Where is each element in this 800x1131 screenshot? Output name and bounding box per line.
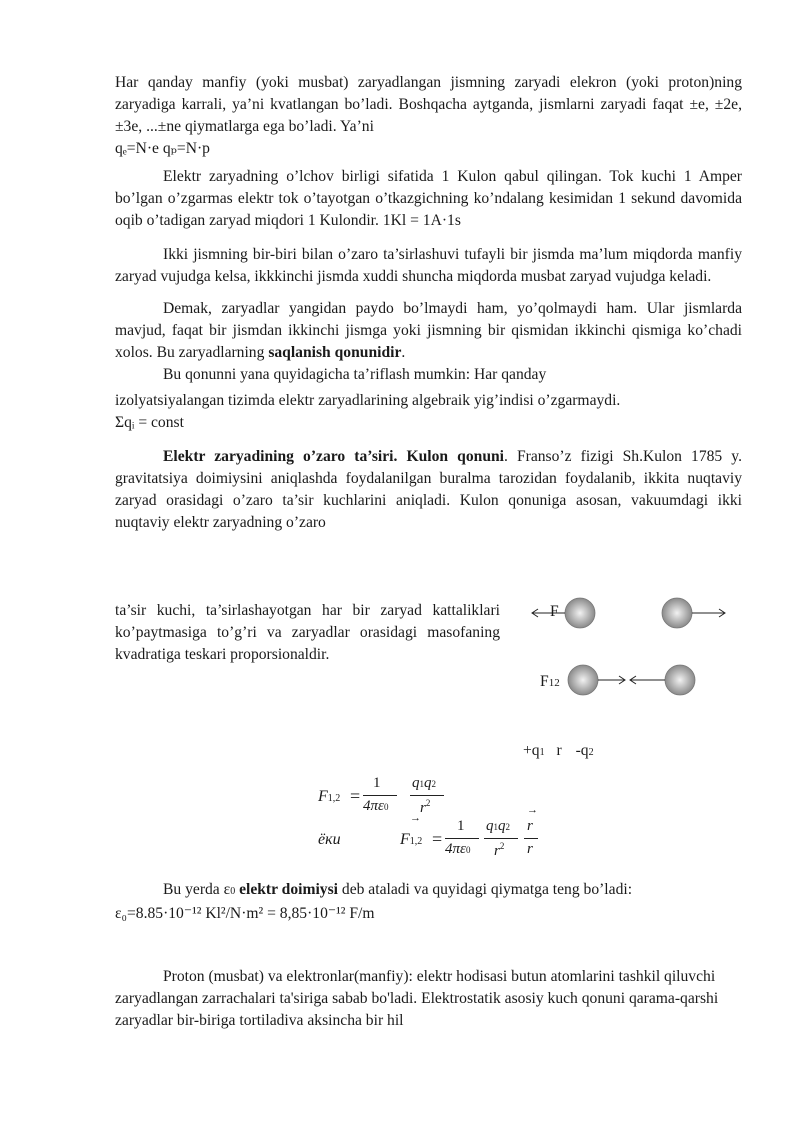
repulsion-row — [532, 598, 725, 628]
final-section — [115, 966, 742, 1032]
document-body — [115, 72, 742, 534]
paragraph-conservation: Demak, zaryadlar yangidan paydo bo’lmaydi ham, yo’qolmaydi ham. Ular jismlarda mavjud, faqat bir jismdan ikkinchi jismga yoki jismning bir qismidan ikkinchi qismiga ko’chadi xolos. Bu zaryadlarning saqlanish qonunidir. — [115, 300, 742, 361]
charge-ball-left-bottom — [568, 665, 598, 695]
paragraph-coulomb-law: Elektr zaryadining o’zaro ta’siri. Kulon qonuni. Franso’z fizigi Sh.Kulon 1785 y. gravitatsiya doimiysini aniqlashda foydalanilgan buralma tarozidan foydalanib, ikkita nuqtaviy zaryad orasidagi o’zaro ta’sir kuchlarini aniqladi. Kulon qonuniga asosan, vakuumdagi ikki nuqtaviy elektr zaryadning o’zaro — [115, 448, 742, 531]
electric-constant-term: elektr doimiysi — [235, 881, 338, 898]
conservation-law-term: saqlanish qonunidir — [268, 344, 402, 361]
diagram-label-f: F — [550, 603, 559, 620]
section-heading-coulomb: Elektr zaryadining o’zaro ta’siri. Kulon qonuni — [163, 448, 504, 465]
attraction-row — [568, 665, 695, 695]
paragraph-proton-electron: Proton (musbat) va elektronlar(manfiy): elektr hodisasi butun atomlarini tashkil qiluvchi zaryadlangan zarrachalari ta'siriga sabab bo'ladi. Elektrostatik asosiy kuch qonuni qarama-qarshi zaryadlar bir-biriga tortiladiva aksincha bir hil — [115, 968, 719, 1029]
formula-epsilon-value: ε₀=8.85·10⁻¹² Kl²/N·m² = 8,85·10⁻¹² F/m — [115, 905, 375, 922]
paragraph-interaction: Ikki jismning bir-biri bilan o’zaro ta’sirlashuvi tufayli bir jismda ma’lum miqdorda manfiy zaryad vujudga kelsa, ikkkinchi jismda xuddi shuncha miqdorda musbat zaryad vujudga keladi. — [115, 246, 742, 285]
charge-ball-right-bottom — [665, 665, 695, 695]
charge-ball-right-top — [662, 598, 692, 628]
diagram-label-f12: F12 — [540, 673, 560, 690]
paragraph-force-proportional: ta’sir kuchi, ta’sirlashayotgan har bir zaryad kattaliklari ko’paytmasiga to’g’ri va zaryadlar orasidagi masofaning kvadratiga teskari proporsionaldir. — [115, 602, 500, 663]
formula-charge-multiples: qₑ=N·e qₚ=N·p — [115, 140, 210, 157]
paragraph-isolated-system: izolyatsiyalangan tizimda elektr zaryadlarining algebraik yig’indisi o’zgarmaydi. — [115, 392, 621, 409]
charge-ball-left-top — [565, 598, 595, 628]
diagram-charges-label: +q1 r -q2 — [523, 742, 594, 759]
epsilon-section — [115, 879, 742, 925]
formula-sum-const: Σqᵢ = const — [115, 414, 184, 431]
paragraph-restatement: Bu qonunni yana quyidagicha ta’riflash mumkin: Har qanday — [163, 366, 547, 383]
paragraph-coulomb-unit: Elektr zaryadning o’lchov birligi sifatida 1 Kulon qabul qilingan. Tok kuchi 1 Amper bo’lgan o’zgarmas elektr tok o’tayotgan o’tkazgichning ko’ndalang kesimidan 1 sekund davomida oqib o’tadigan zaryad miqdori 1 Kulondir. 1Kl = 1A·1s — [115, 168, 742, 229]
paragraph-epsilon: Bu yerda ε0 elektr doimiysi deb ataladi va quyidagi qiymatga teng bo’ladi: — [163, 881, 633, 898]
paragraph-quantization: Har qanday manfiy (yoki musbat) zaryadlangan jismning zaryadi elekron (yoki proton)ning zaryadiga karrali, ya’ni kvatlangan bo’ladi. Boshqacha aytganda, jismlarni zaryadi faqat ±e, ±2e, ±3e, ...±ne qiymatlarga ega bo’ladi. Ya’ni — [115, 74, 742, 135]
